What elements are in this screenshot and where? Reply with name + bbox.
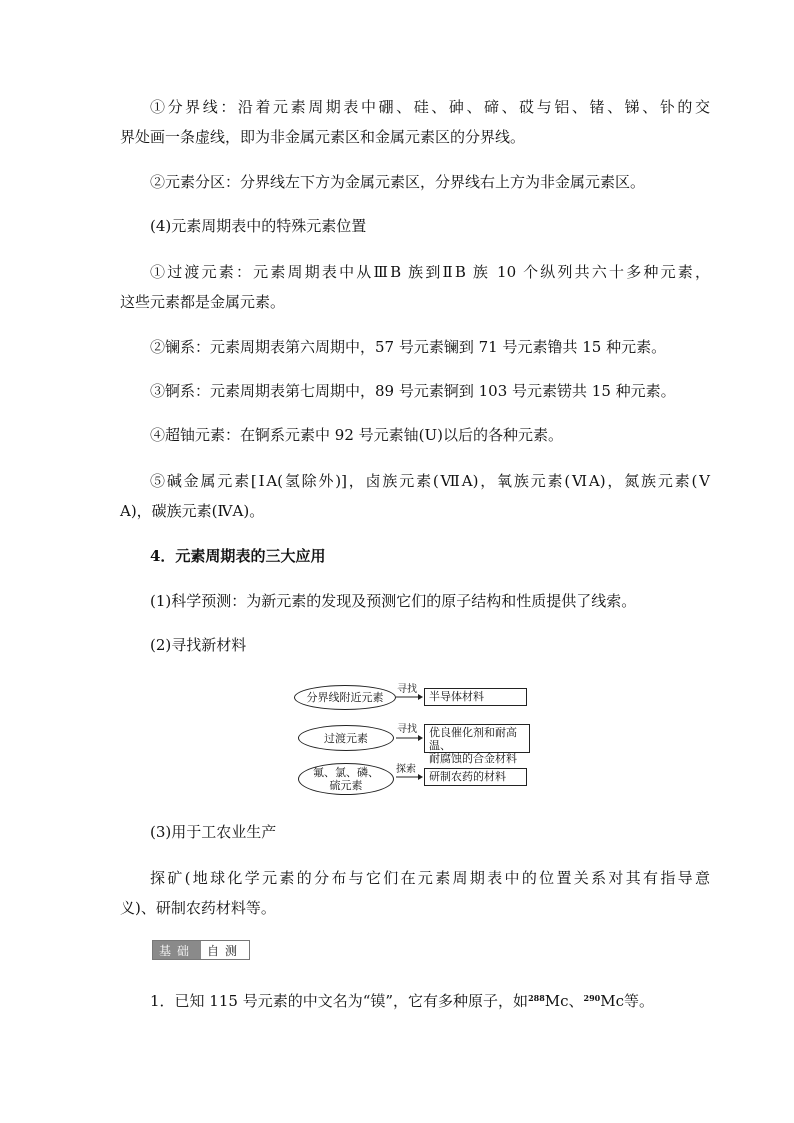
paragraph-main-groups-line-2: A)，碳族元素(ⅣA)。 (120, 502, 265, 520)
paragraph-transition-line-1: ①过渡元素：元素周期表中从ⅢB 族到ⅡB 族 10 个纵列共六十多种元素， (150, 263, 710, 281)
isotope-2-mass: 290 (583, 993, 601, 1003)
badge-part-test: 自测 (201, 941, 249, 959)
paragraph-main-groups-line-1: ⑤碱金属元素[ⅠA(氢除外)]，卤族元素(ⅦA)，氧族元素(ⅥA)，氮族元素(Ⅴ (150, 472, 710, 490)
paragraph-boundary-line-1: ①分界线：沿着元素周期表中硼、硅、砷、碲、砹与铝、锗、锑、钋的交 (150, 98, 710, 116)
paragraph-lanthanides: ②镧系：元素周期表第六周期中，57 号元素镧到 71 号元素镥共 15 种元素。 (150, 338, 667, 356)
paragraph-prospecting-line-2: 义)、研制农药材料等。 (120, 899, 276, 917)
question-1-end: 等。 (624, 992, 655, 1010)
arrow-label-search-2: 寻找 (397, 724, 417, 735)
oval-halogen-elements (298, 763, 394, 795)
oval-boundary-elements: 分界线附近元素 (294, 685, 396, 710)
arrow-label-search-1: 寻找 (397, 684, 417, 695)
isotope-1-symbol: Mc (544, 992, 569, 1010)
applications-diagram (294, 683, 534, 799)
paragraph-scientific-prediction: (1)科学预测：为新元素的发现及预测它们的原子结构和性质提供了线索。 (150, 592, 637, 610)
paragraph-new-materials: (2)寻找新材料 (150, 636, 247, 654)
isotope-2-symbol: Mc (600, 992, 625, 1010)
result-semiconductor: 半导体材料 (424, 688, 527, 706)
result-catalyst-alloy-line-1: 优良催化剂和耐高温、 (429, 726, 517, 752)
badge-part-basic: 基础 (153, 941, 201, 959)
paragraph-actinides: ③锕系：元素周期表第七周期中，89 号元素锕到 103 号元素铹共 15 种元素。 (150, 382, 676, 400)
paragraph-transuranium: ④超铀元素：在锕系元素中 92 号元素铀(U)以后的各种元素。 (150, 426, 563, 444)
question-1-separator: 、 (568, 992, 584, 1010)
result-catalyst-alloy-line-2: 耐腐蚀的合金材料 (429, 752, 517, 765)
section-heading-applications: 4．元素周期表的三大应用 (150, 547, 326, 565)
oval-transition-elements: 过渡元素 (298, 725, 394, 751)
question-1 (150, 988, 690, 1011)
oval-halogen-line-2: 硫元素 (329, 779, 363, 792)
result-catalyst-alloy (424, 724, 530, 765)
paragraph-transition-line-2: 这些元素都是金属元素。 (120, 293, 286, 311)
self-test-badge (152, 940, 250, 960)
paragraph-element-zones: ②元素分区：分界线左下方为金属元素区，分界线右上方为非金属元素区。 (150, 173, 646, 191)
question-1-text: 1．已知 115 号元素的中文名为“镆”，它有多种原子，如 (150, 992, 529, 1010)
arrow-label-explore: 探索 (396, 764, 416, 775)
result-pesticide-materials: 研制农药的材料 (424, 768, 527, 786)
oval-halogen-line-1: 氟、氯、磷、 (313, 766, 379, 779)
paragraph-industry-agriculture: (3)用于工农业生产 (150, 823, 277, 841)
paragraph-boundary-line-2: 界处画一条虚线，即为非金属元素区和金属元素区的分界线。 (120, 128, 526, 146)
isotope-1-mass: 288 (528, 993, 545, 1003)
section-heading-special-positions: (4)元素周期表中的特殊元素位置 (150, 217, 367, 235)
paragraph-prospecting-line-1: 探矿(地球化学元素的分布与它们在元素周期表中的位置关系对其有指导意 (150, 869, 710, 887)
